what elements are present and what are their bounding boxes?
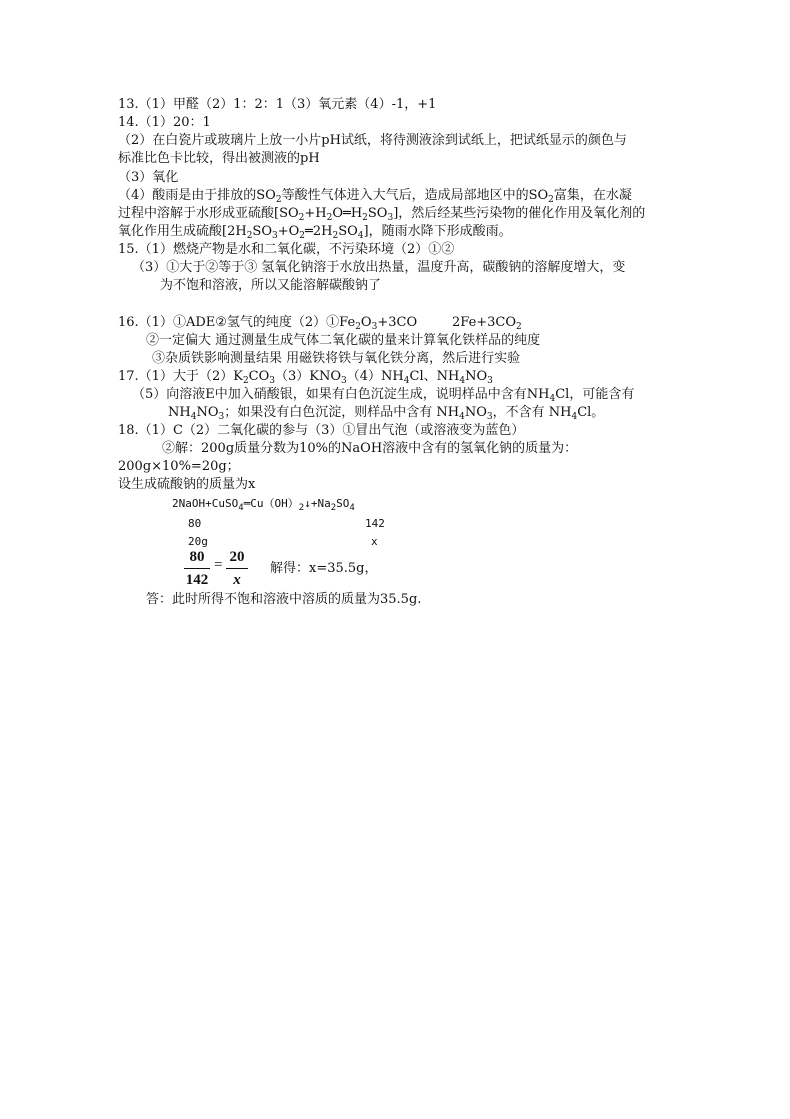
answer-14-1: 14.（1）20：1 [118,115,211,130]
fraction-80-142: 80 142 [185,549,209,588]
fraction-20-x: 20 x [226,548,248,589]
mass-x: x [371,535,378,548]
answer-16-1: 16.（1）①ADE②氢气的纯度$(2)①Fe_2O_3+3CO$ [118,315,418,332]
answer-17-5-line1: （5）向溶液E中加入硝酸银，如果有白色沉淀生成，说明样品中含有$NH_4Cl$，可能含有 [132,387,635,404]
answer-15-3-line1: （3）①大于②等于③ 氢氧化钠溶于水放出热量，温度升高，碳酸钠的溶解度增大，变 [132,260,626,275]
answer-14-4-line3: 氧化作用生成硫酸$[2H_2SO_3+O_2═2H_2SO_4]$，随雨水降下形成酸雨。 [118,224,512,241]
answer-17-5-line2: $NH_4NO_3$；如果没有白色沉淀，则样品中含有 $NH_4NO_3$，不含有 $NH_4Cl$。 [168,405,605,422]
answer-14-4-line2: 过程中溶解于水形成亚硫酸$[SO_2+H_2O═H_2SO_3]$，然后经某些污染物的催化作用及氧化剂的 [118,206,646,223]
answer-14-2-line1: （2）在白瓷片或玻璃片上放一小片pH试纸，将待测液涂到试纸上，把试纸显示的颜色与 [118,133,627,148]
chemical-equation: $2NaOH+CuSO_4═Cu(OH)_2↓+Na_2SO_4$ [172,497,355,513]
answer-18-2-let: 设生成硫酸钠的质量为x [118,477,256,492]
answer-14-3: （3）氧化 [118,170,179,185]
answer-15-1: 15.（1）燃烧产物是水和二氧化碳，不污染环境（2）①② [118,242,455,257]
ratio-na2so4: 142 [365,517,385,530]
answer-16-3: ③杂质铁影响测量结果 用磁铁将铁与氧化铁分离，然后进行实验 [152,351,521,366]
final-answer: 答：此时所得不饱和溶液中溶质的质量为35.5g. [146,592,422,607]
answer-18-2-calc: 200g×10%=20g； [118,459,240,474]
answer-16-1-product: $2Fe+3CO_2$ [452,315,522,332]
answer-18-1: 18.（1）C（2）二氧化碳的参与（3）①冒出气泡（或溶液变为蓝色） [118,423,525,438]
answer-14-4-line1: （4）酸雨是由于排放的$SO_2$等酸性气体进入大气后，造成局部地区中的$SO_2$富集，在水凝 [118,188,632,205]
answer-13: 13.（1）甲醛（2）1：2：1（3）氧元素（4）-1，+1 [118,97,437,112]
answer-16-2: ②一定偏大 通过测量生成气体二氧化碳的量来计算氧化铁样品的纯度 [146,333,541,348]
equals-sign: = [214,557,223,573]
ratio-naoh: 80 [188,517,202,530]
answer-17-1: 17.（1）大于$(2)K_2CO_3(3)KNO_3(4)NH_4Cl$、$NH_4NO_3$ [118,369,493,386]
answer-14-2-line2: 标准比色卡比较，得出被测液的pH [118,151,320,166]
solve-result: 解得：x=35.5g， [270,561,378,576]
answer-18-2-intro: ②解：200g质量分数为10%的NaOH溶液中含有的氢氧化钠的质量为： [162,441,578,456]
answer-15-3-line2: 为不饱和溶液，所以又能溶解碳酸钠了 [160,278,382,293]
mass-naoh: 20g [188,535,208,548]
